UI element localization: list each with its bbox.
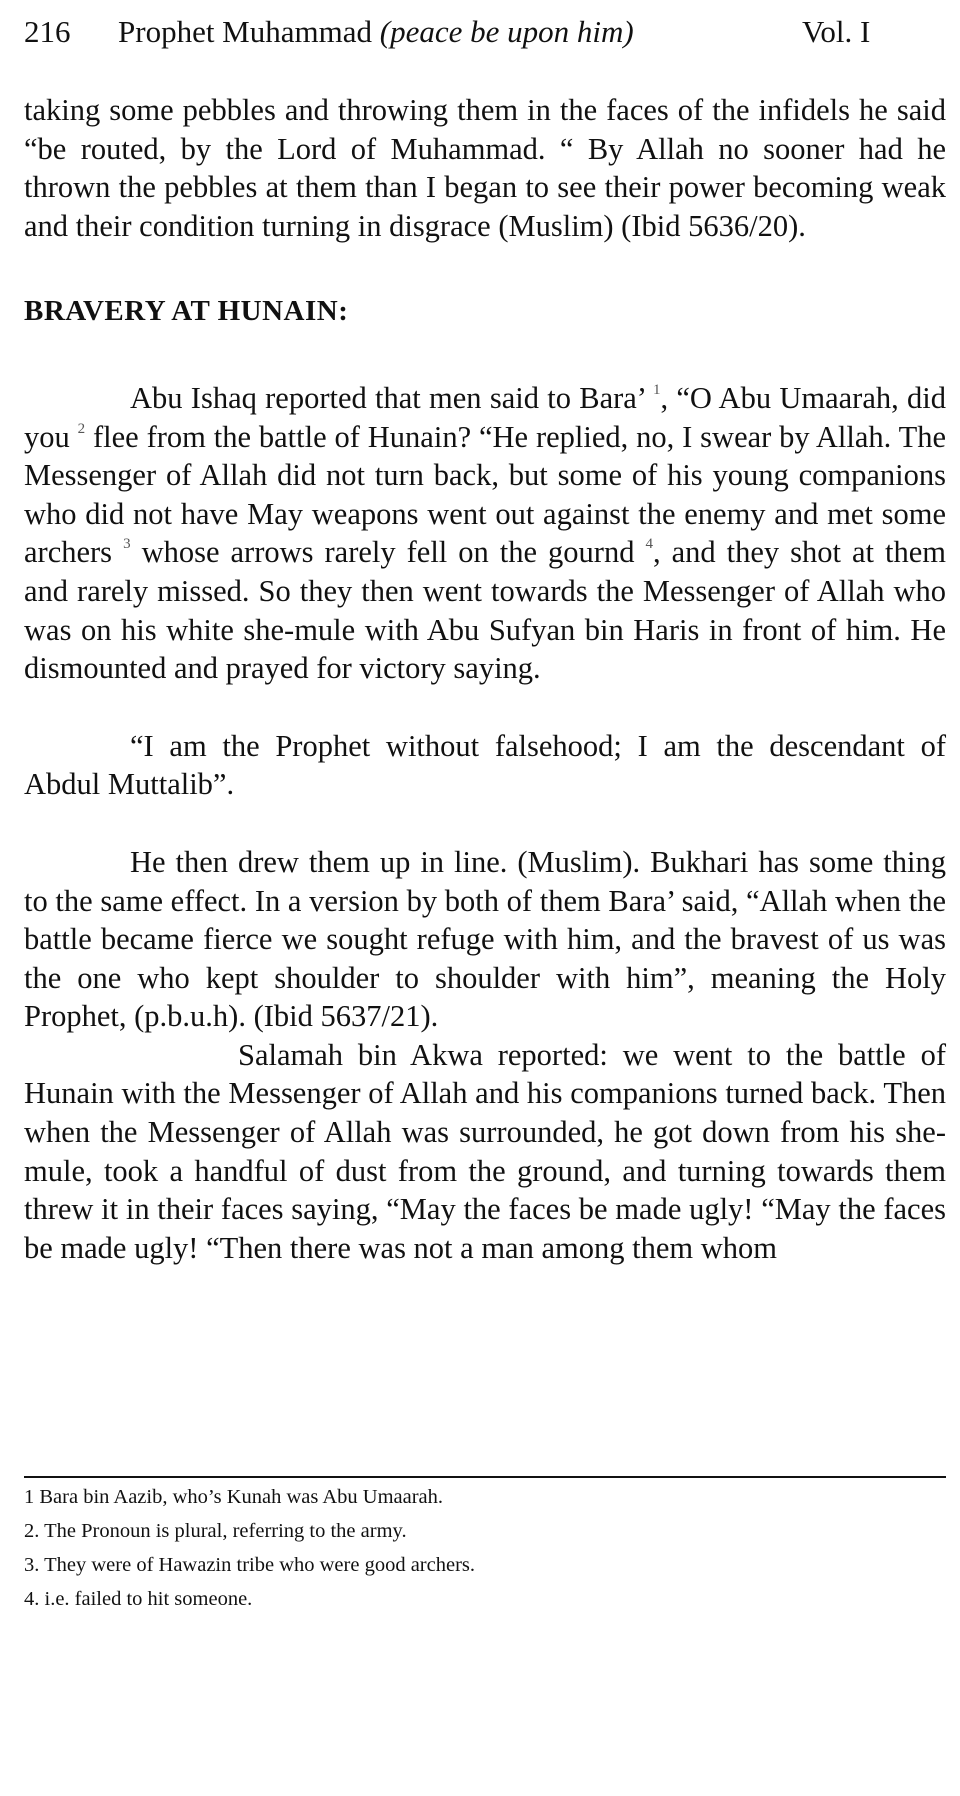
paragraph-salamah: Salamah bin Akwa reported: we went to the battle of Hunain with the Messenger of Allah and his companions turned back. Then when the Messenger of Allah was surrounded, he got down from his she-mule, took a handful of dust from the ground, and turning towards them threw it in their faces saying, “May the faces be made ugly! “May the faces be made ugly! “Then there was not a man among them whom: [24, 1037, 946, 1265]
paragraph-abu-ishaq: [24, 379, 946, 688]
paragraph-text: whose arrows rarely fell on the gournd: [130, 535, 646, 570]
page-number: 216: [24, 14, 71, 49]
volume-label: Vol. I: [802, 14, 871, 49]
footnote-ref-4: 4: [645, 536, 653, 553]
footnote-ref-2: 2: [77, 420, 86, 437]
paragraph-text: , and they shot at them and rarely missed. So they then went towards the Messenger of Allah who was on his white she-mule with Abu Sufyan bin Haris in front of him. He dismounted and prayed for victory saying.: [24, 535, 947, 686]
footnote-1: 1 Bara bin Aazib, who’s Kunah was Abu Umaarah.: [24, 1486, 444, 1508]
running-header: [24, 12, 924, 52]
book-title: [118, 12, 634, 52]
footnotes: [24, 1480, 946, 1616]
footnote-ref-1: 1: [652, 381, 661, 398]
book-title-honorific: (peace be upon him): [379, 14, 634, 49]
footnote-ref-3: 3: [123, 536, 131, 553]
paragraph-text: Abu Ishaq reported that men said to Bara’: [130, 380, 653, 415]
footnote-divider: [24, 1476, 946, 1478]
paragraph-continuation: taking some pebbles and throwing them in the faces of the infidels he said “be routed, by the Lord of Muhammad. “ By Allah no sooner had he thrown the pebbles at them than I began to see their power becoming weak and their condition turning in disgrace (Muslim) (Ibid 5636/20).: [24, 93, 946, 243]
paragraph-text: , “O Abu Umaarah, did you: [24, 380, 946, 454]
footnote-2: 2. The Pronoun is plural, referring to the army.: [24, 1520, 407, 1542]
paragraph-line-up: He then drew them up in line. (Muslim). Bukhari has some thing to the same effect. In a version by both of them Bara’ said, “Allah when the battle became fierce we sought refuge with him, and the bravest of us was the one who kept shoulder to shoulder with him”, meaning the Holy Prophet, (p.b.u.h). (Ibid 5637/21).: [24, 844, 946, 1034]
section-heading: BRAVERY AT HUNAIN:: [24, 295, 349, 328]
paragraph-text: flee from the battle of Hunain? “He replied, no, I swear by Allah. The Messenger of Allah did not turn back, but some of his young companions who did not have May weapons went out against the enemy and met some archers: [24, 419, 946, 570]
paragraph-quote: “I am the Prophet without falsehood; I am the descendant of Abdul Muttalib”.: [24, 728, 946, 802]
book-title-main: Prophet Muhammad: [118, 14, 380, 49]
footnote-4: 4. i.e. failed to hit someone.: [24, 1588, 253, 1610]
footnote-3: 3. They were of Hawazin tribe who were good archers.: [24, 1554, 476, 1576]
page-body: [24, 91, 946, 1267]
